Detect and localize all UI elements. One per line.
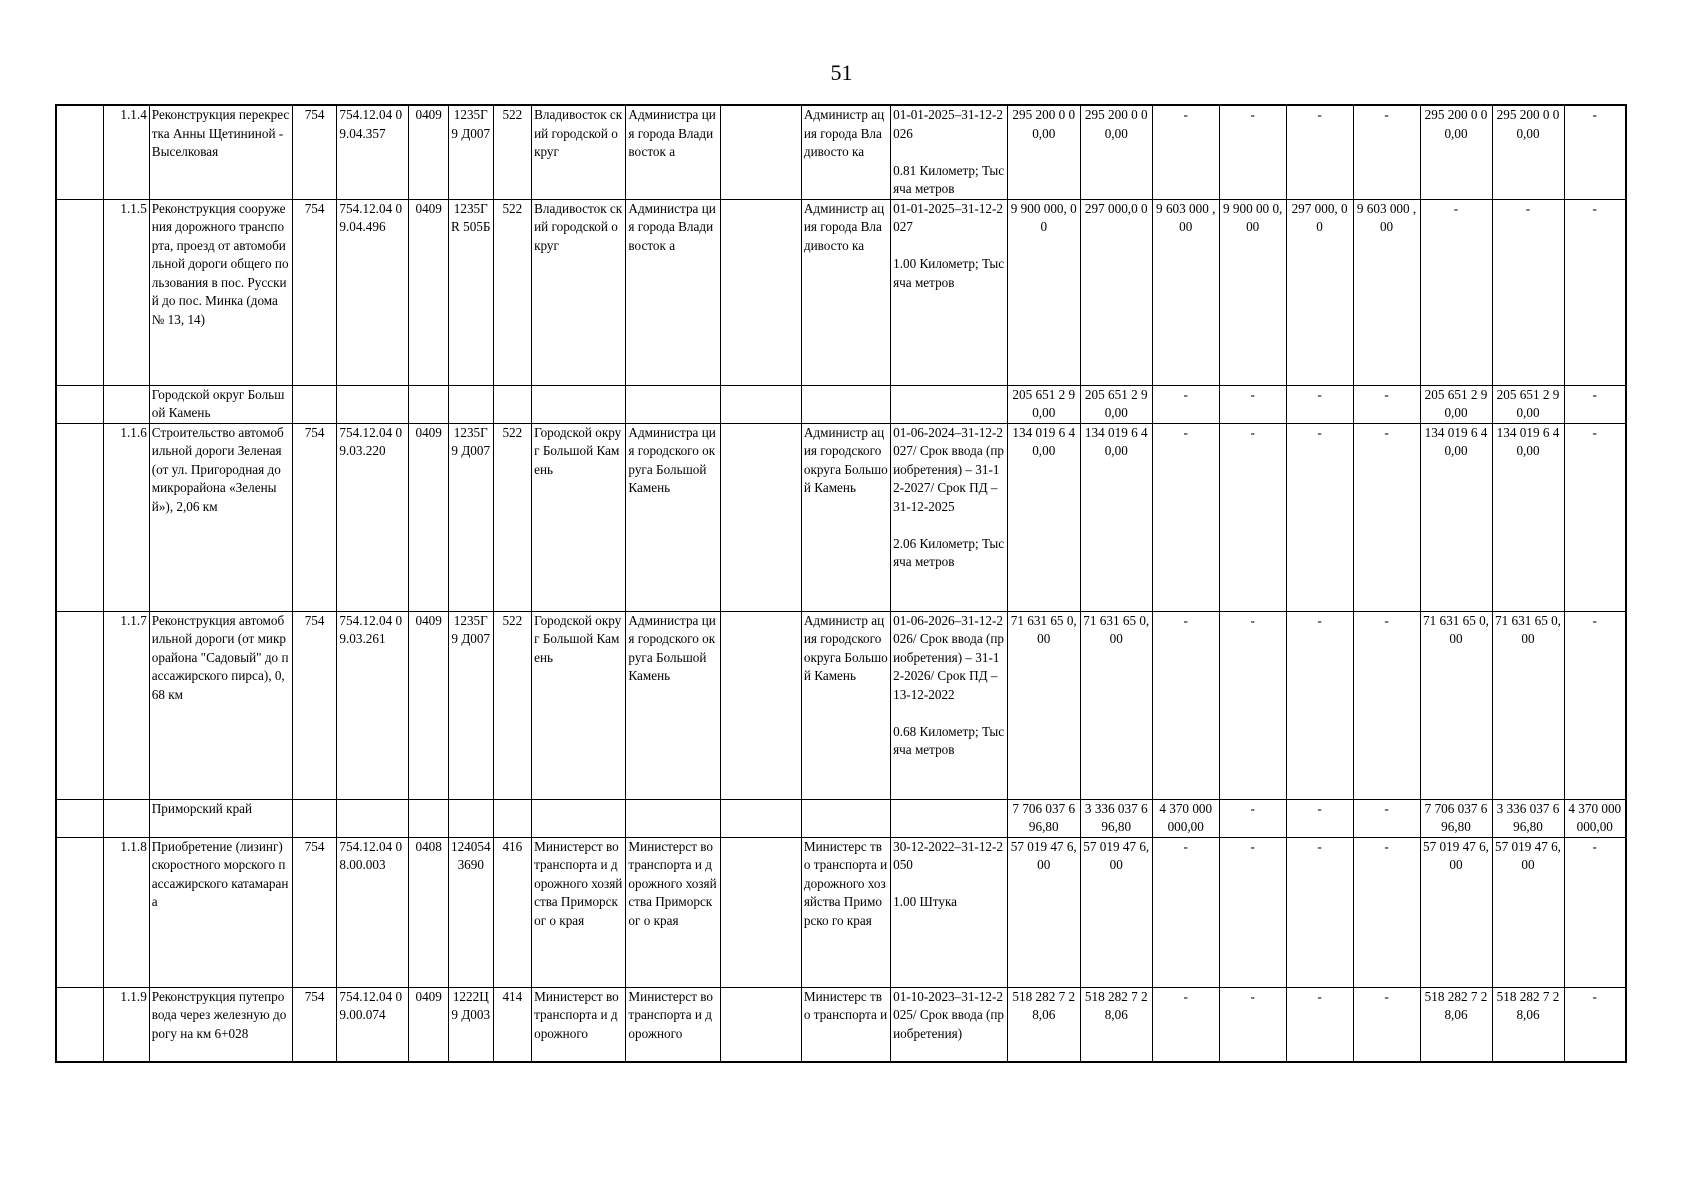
value-cell: -	[1353, 987, 1420, 1062]
blank-cell	[448, 385, 493, 423]
value-cell: 9 900 000, 00	[1007, 199, 1080, 385]
blank-cell	[720, 987, 801, 1062]
group-name-cell: Приморский край	[149, 799, 292, 837]
page-number: 51	[830, 60, 853, 85]
value-cell: -	[1353, 105, 1420, 199]
value-cell: -	[1286, 105, 1353, 199]
value-cell: 205 651 2 90,00	[1007, 385, 1080, 423]
blank-cell	[409, 385, 449, 423]
value-cell: -	[1353, 423, 1420, 611]
table-row	[56, 611, 1626, 799]
value-cell: -	[1219, 611, 1286, 799]
value-cell: -	[1219, 987, 1286, 1062]
num-cell: 1.1.9	[104, 987, 150, 1062]
value-cell: -	[1564, 611, 1626, 799]
value-cell: 295 200 0 00,00	[1080, 105, 1152, 199]
name-cell: Строительство автомобильной дороги Зеленая (от ул. Пригородная до микрорайона «Зеленый»), 2,06 км	[149, 423, 292, 611]
blank-cell	[720, 423, 801, 611]
name-cell: Реконструкция сооружения дорожного транспорта, проезд от автомобильной дороги общего пользования в пос. Русский до пос. Минка (дома № 13, 14)	[149, 199, 292, 385]
value-cell: -	[1152, 611, 1219, 799]
value-cell: -	[1219, 799, 1286, 837]
value-cell: -	[1564, 423, 1626, 611]
code-cell: 754	[292, 837, 337, 987]
territory-cell: Городской округ Большой Камень	[532, 611, 626, 799]
code-cell: 1235ГR 505Б	[448, 199, 493, 385]
value-cell: -	[1152, 837, 1219, 987]
blank-cell	[292, 385, 337, 423]
blank-cell	[56, 837, 104, 987]
territory-cell: Владивосток ский городской округ	[532, 199, 626, 385]
code-cell: 754	[292, 423, 337, 611]
num-cell: 1.1.7	[104, 611, 150, 799]
executor-cell: Администр ация города Владивосто ка	[801, 199, 890, 385]
code-cell: 0409	[409, 611, 449, 799]
value-cell: -	[1286, 611, 1353, 799]
dates-cell: 01-06-2024–31-12-2027/ Срок ввода (приобретения) – 31-12-2027/ Срок ПД – 31-12-2025 2.06 Километр; Тысяча метров	[891, 423, 1008, 611]
value-cell: -	[1286, 385, 1353, 423]
blank-cell	[626, 799, 720, 837]
code-cell: 1235Г9 Д007	[448, 105, 493, 199]
value-cell: 7 706 037 696,80	[1007, 799, 1080, 837]
owner-cell: Администра ция города Владивосток а	[626, 199, 720, 385]
value-cell: -	[1353, 611, 1420, 799]
value-cell: -	[1286, 799, 1353, 837]
code-cell: 1222Ц9 Д003	[448, 987, 493, 1062]
group-name-cell: Городской округ Большой Камень	[149, 385, 292, 423]
value-cell: 71 631 65 0,00	[1007, 611, 1080, 799]
blank-cell	[337, 385, 409, 423]
value-cell: -	[1353, 799, 1420, 837]
blank-cell	[720, 385, 801, 423]
code-cell: 754	[292, 611, 337, 799]
code-cell: 754.12.04 09.03.220	[337, 423, 409, 611]
blank-cell	[891, 799, 1008, 837]
code-cell: 754.12.04 09.00.074	[337, 987, 409, 1062]
num-cell	[104, 799, 150, 837]
value-cell: -	[1219, 105, 1286, 199]
code-cell: 522	[493, 611, 532, 799]
blank-cell	[720, 105, 801, 199]
value-cell: -	[1286, 423, 1353, 611]
owner-cell: Администра ция города Владивосток а	[626, 105, 720, 199]
group-row	[56, 385, 1626, 423]
num-cell: 1.1.4	[104, 105, 150, 199]
owner-cell: Министерст во транспорта и дорожного хозяйства Приморског о края	[626, 837, 720, 987]
value-cell: -	[1152, 385, 1219, 423]
value-cell: 518 282 7 28,06	[1007, 987, 1080, 1062]
name-cell: Реконструкция путепровода через железную дорогу на км 6+028	[149, 987, 292, 1062]
code-cell: 754	[292, 105, 337, 199]
value-cell: 518 282 7 28,06	[1492, 987, 1564, 1062]
dates-cell: 01-01-2025–31-12-2026 0.81 Километр; Тысяча метров	[891, 105, 1008, 199]
code-cell: 522	[493, 423, 532, 611]
value-cell: 134 019 6 40,00	[1492, 423, 1564, 611]
value-cell: -	[1564, 385, 1626, 423]
code-cell: 0408	[409, 837, 449, 987]
dates-cell: 01-10-2023–31-12-2025/ Срок ввода (приобретения)	[891, 987, 1008, 1062]
value-cell: 297 000,0 0	[1080, 199, 1152, 385]
blank-cell	[56, 799, 104, 837]
dates-cell: 30-12-2022–31-12-2050 1.00 Штука	[891, 837, 1008, 987]
value-cell: -	[1219, 837, 1286, 987]
value-cell: 295 200 0 00,00	[1492, 105, 1564, 199]
value-cell: -	[1286, 837, 1353, 987]
code-cell: 522	[493, 105, 532, 199]
value-cell: 518 282 7 28,06	[1080, 987, 1152, 1062]
value-cell: -	[1420, 199, 1492, 385]
executor-cell: Администр ация городского округа Большой Камень	[801, 611, 890, 799]
blank-cell	[532, 385, 626, 423]
value-cell: 9 603 000 ,00	[1152, 199, 1219, 385]
value-cell: 205 651 2 90,00	[1492, 385, 1564, 423]
value-cell: 57 019 47 6,00	[1007, 837, 1080, 987]
executor-cell: Администр ация города Владивосто ка	[801, 105, 890, 199]
value-cell: 9 900 00 0,00	[1219, 199, 1286, 385]
table-row	[56, 105, 1626, 199]
territory-cell: Городской округ Большой Камень	[532, 423, 626, 611]
value-cell: 71 631 65 0,00	[1080, 611, 1152, 799]
code-cell: 754.12.04 09.03.261	[337, 611, 409, 799]
blank-cell	[801, 799, 890, 837]
value-cell: -	[1152, 105, 1219, 199]
blank-cell	[56, 385, 104, 423]
value-cell: -	[1564, 105, 1626, 199]
code-cell: 1235Г9 Д007	[448, 611, 493, 799]
executor-cell: Министерс тво транспорта и дорожного хозяйства Приморско го края	[801, 837, 890, 987]
territory-cell: Владивосток ский городской округ	[532, 105, 626, 199]
value-cell: 71 631 65 0,00	[1420, 611, 1492, 799]
blank-cell	[292, 799, 337, 837]
code-cell: 754.12.04 09.04.496	[337, 199, 409, 385]
code-cell: 754.12.04 08.00.003	[337, 837, 409, 987]
code-cell: 0409	[409, 199, 449, 385]
value-cell: -	[1564, 837, 1626, 987]
blank-cell	[720, 837, 801, 987]
blank-cell	[493, 385, 532, 423]
value-cell: 71 631 65 0,00	[1492, 611, 1564, 799]
blank-cell	[720, 199, 801, 385]
code-cell: 522	[493, 199, 532, 385]
value-cell: 205 651 2 90,00	[1080, 385, 1152, 423]
code-cell: 754	[292, 199, 337, 385]
value-cell: 7 706 037 696,80	[1420, 799, 1492, 837]
dates-cell: 01-06-2026–31-12-2026/ Срок ввода (приобретения) – 31-12-2026/ Срок ПД – 13-12-2022 0.68 Километр; Тысяча метров	[891, 611, 1008, 799]
territory-cell: Министерст во транспорта и дорожного хозяйства Приморског о края	[532, 837, 626, 987]
blank-cell	[56, 611, 104, 799]
table-row	[56, 837, 1626, 987]
blank-cell	[448, 799, 493, 837]
name-cell: Реконструкция автомобильной дороги (от микрорайона "Садовый" до пассажирского пирса), 0,68 км	[149, 611, 292, 799]
value-cell: 57 019 47 6,00	[1492, 837, 1564, 987]
value-cell: 295 200 0 00,00	[1420, 105, 1492, 199]
value-cell: 134 019 6 40,00	[1420, 423, 1492, 611]
group-row	[56, 799, 1626, 837]
code-cell: 414	[493, 987, 532, 1062]
value-cell: -	[1286, 987, 1353, 1062]
value-cell: -	[1152, 423, 1219, 611]
executor-cell: Министерс тво транспорта и	[801, 987, 890, 1062]
code-cell: 754.12.04 09.04.357	[337, 105, 409, 199]
value-cell: -	[1564, 199, 1626, 385]
num-cell	[104, 385, 150, 423]
code-cell: 0409	[409, 987, 449, 1062]
value-cell: -	[1353, 837, 1420, 987]
owner-cell: Министерст во транспорта и дорожного	[626, 987, 720, 1062]
table-row	[56, 987, 1626, 1062]
owner-cell: Администра ция городского округа Большой Камень	[626, 423, 720, 611]
value-cell: 134 019 6 40,00	[1007, 423, 1080, 611]
value-cell: 297 000, 00	[1286, 199, 1353, 385]
code-cell: 754	[292, 987, 337, 1062]
blank-cell	[56, 199, 104, 385]
name-cell: Реконструкция перекрестка Анны Щетининой - Выселковая	[149, 105, 292, 199]
value-cell: 518 282 7 28,06	[1420, 987, 1492, 1062]
value-cell: 3 336 037 696,80	[1080, 799, 1152, 837]
value-cell: 134 019 6 40,00	[1080, 423, 1152, 611]
value-cell: -	[1219, 385, 1286, 423]
value-cell: 4 370 000 000,00	[1152, 799, 1219, 837]
blank-cell	[532, 799, 626, 837]
value-cell: -	[1492, 199, 1564, 385]
value-cell: 57 019 47 6,00	[1080, 837, 1152, 987]
blank-cell	[409, 799, 449, 837]
code-cell: 416	[493, 837, 532, 987]
blank-cell	[720, 611, 801, 799]
value-cell: 4 370 000 000,00	[1564, 799, 1626, 837]
value-cell: -	[1564, 987, 1626, 1062]
name-cell: Приобретение (лизинг) скоростного морского пассажирского катамарана	[149, 837, 292, 987]
owner-cell: Администра ция городского округа Большой Камень	[626, 611, 720, 799]
num-cell: 1.1.8	[104, 837, 150, 987]
blank-cell	[56, 987, 104, 1062]
code-cell: 0409	[409, 423, 449, 611]
executor-cell: Администр ация городского округа Большой Камень	[801, 423, 890, 611]
table-row	[56, 423, 1626, 611]
value-cell: -	[1353, 385, 1420, 423]
blank-cell	[337, 799, 409, 837]
value-cell: 205 651 2 90,00	[1420, 385, 1492, 423]
value-cell: 3 336 037 696,80	[1492, 799, 1564, 837]
blank-cell	[626, 385, 720, 423]
blank-cell	[56, 105, 104, 199]
program-table	[55, 104, 1627, 1063]
value-cell: -	[1152, 987, 1219, 1062]
num-cell: 1.1.6	[104, 423, 150, 611]
territory-cell: Министерст во транспорта и дорожного	[532, 987, 626, 1062]
value-cell: 295 200 0 00,00	[1007, 105, 1080, 199]
value-cell: 9 603 000 ,00	[1353, 199, 1420, 385]
blank-cell	[801, 385, 890, 423]
blank-cell	[720, 799, 801, 837]
blank-cell	[56, 423, 104, 611]
code-cell: 1235Г9 Д007	[448, 423, 493, 611]
dates-cell: 01-01-2025–31-12-2027 1.00 Километр; Тысяча метров	[891, 199, 1008, 385]
blank-cell	[493, 799, 532, 837]
value-cell: -	[1219, 423, 1286, 611]
table-row	[56, 199, 1626, 385]
blank-cell	[891, 385, 1008, 423]
code-cell: 0409	[409, 105, 449, 199]
value-cell: 57 019 47 6,00	[1420, 837, 1492, 987]
num-cell: 1.1.5	[104, 199, 150, 385]
code-cell: 124054 3690	[448, 837, 493, 987]
